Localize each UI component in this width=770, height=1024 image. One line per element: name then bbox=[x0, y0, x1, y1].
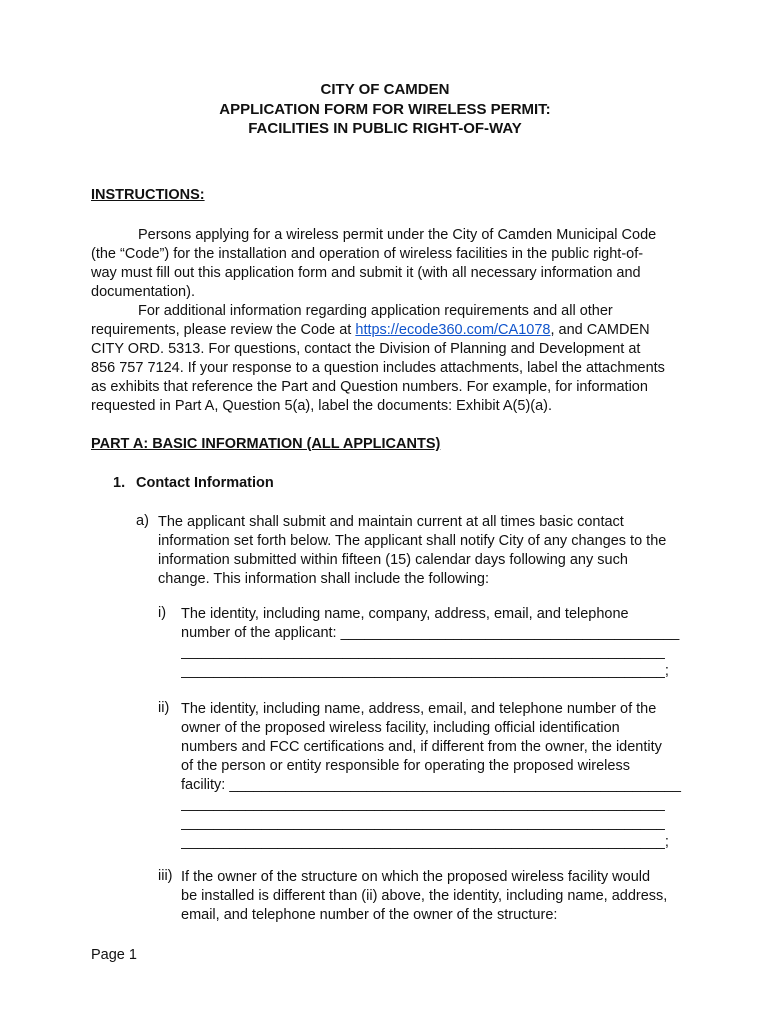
question-1-number: 1. bbox=[113, 475, 126, 491]
text-line: owner of the proposed wireless facility, including official identification bbox=[181, 720, 620, 736]
text-fragment: , and CAMDEN bbox=[550, 322, 650, 338]
item-ii-text bbox=[181, 700, 681, 852]
applicant-blank-line[interactable]: ____________________________________________________________ bbox=[181, 644, 665, 660]
title-line-3: FACILITIES IN PUBLIC RIGHT-OF-WAY bbox=[248, 120, 522, 137]
text-line: 856 757 7124. If your response to a question includes attachments, label the attachments bbox=[91, 360, 665, 376]
title-line-1: CITY OF CAMDEN bbox=[320, 81, 450, 98]
title-line-2: APPLICATION FORM FOR WIRELESS PERMIT: bbox=[219, 100, 551, 118]
text-line: (the “Code”) for the installation and operation of wireless facilities in the public right-of- bbox=[91, 246, 644, 262]
facility-blank-line[interactable]: ____________________________________________________________; bbox=[181, 834, 669, 850]
text-line: information submitted within fifteen (15) calendar days following any such bbox=[158, 552, 628, 568]
page-number: Page 1 bbox=[91, 947, 137, 963]
text-line: as exhibits that reference the Part and Question numbers. For example, for information bbox=[91, 379, 648, 395]
item-iii-text bbox=[181, 868, 667, 925]
text-line: of the person or entity responsible for operating the proposed wireless bbox=[181, 758, 630, 774]
text-line: The applicant shall submit and maintain current at all times basic contact bbox=[158, 514, 624, 530]
document-title bbox=[0, 80, 770, 139]
text-line: CITY ORD. 5313. For questions, contact the Division of Planning and Development at bbox=[91, 341, 641, 357]
instructions-paragraph-2 bbox=[91, 302, 691, 416]
item-a-text bbox=[158, 513, 666, 589]
applicant-blank-line[interactable]: ____________________________________________________________; bbox=[181, 663, 669, 679]
text-line: documentation). bbox=[91, 284, 195, 300]
ecode360-link[interactable]: https://ecode360.com/CA1078 bbox=[355, 322, 551, 338]
text-line: information set forth below. The applicant shall notify City of any changes to the bbox=[158, 533, 667, 549]
text-line: requested in Part A, Question 5(a), label the documents: Exhibit A(5)(a). bbox=[91, 398, 553, 414]
text-fragment: requirements, please review the Code at bbox=[91, 322, 356, 338]
item-i-text bbox=[181, 605, 679, 681]
instructions-heading: INSTRUCTIONS: bbox=[91, 187, 205, 203]
text-line: Persons applying for a wireless permit under the City of Camden Municipal Code bbox=[138, 227, 657, 243]
facility-blank-line[interactable]: ____________________________________________________________ bbox=[181, 796, 665, 812]
text-line: For additional information regarding application requirements and all other bbox=[138, 303, 613, 319]
instructions-paragraph-1 bbox=[91, 226, 691, 302]
part-a-heading: PART A: BASIC INFORMATION (ALL APPLICANTS) bbox=[91, 436, 441, 452]
question-1-title: Contact Information bbox=[136, 475, 274, 491]
text-line: The identity, including name, company, address, email, and telephone bbox=[181, 606, 629, 622]
facility-blank-line[interactable]: ____________________________________________________________ bbox=[181, 815, 665, 831]
facility-fill-line[interactable]: facility: ________________________________________________________ bbox=[181, 777, 681, 793]
item-i-marker: i) bbox=[158, 605, 167, 621]
item-a-marker: a) bbox=[136, 513, 149, 529]
text-line: be installed is different than (ii) above, the identity, including name, address, bbox=[181, 888, 668, 904]
text-line: If the owner of the structure on which the proposed wireless facility would bbox=[181, 869, 651, 885]
text-line: numbers and FCC certifications and, if different from the owner, the identity bbox=[181, 739, 662, 755]
item-ii-marker: ii) bbox=[158, 700, 170, 716]
text-line: change. This information shall include the following: bbox=[158, 571, 490, 587]
applicant-fill-line[interactable]: number of the applicant: __________________________________________ bbox=[181, 625, 680, 641]
text-line: The identity, including name, address, email, and telephone number of the bbox=[181, 701, 657, 717]
text-line: way must fill out this application form and submit it (with all necessary information and bbox=[91, 265, 641, 281]
item-iii-marker: iii) bbox=[158, 868, 173, 884]
text-line: email, and telephone number of the owner of the structure: bbox=[181, 907, 558, 923]
